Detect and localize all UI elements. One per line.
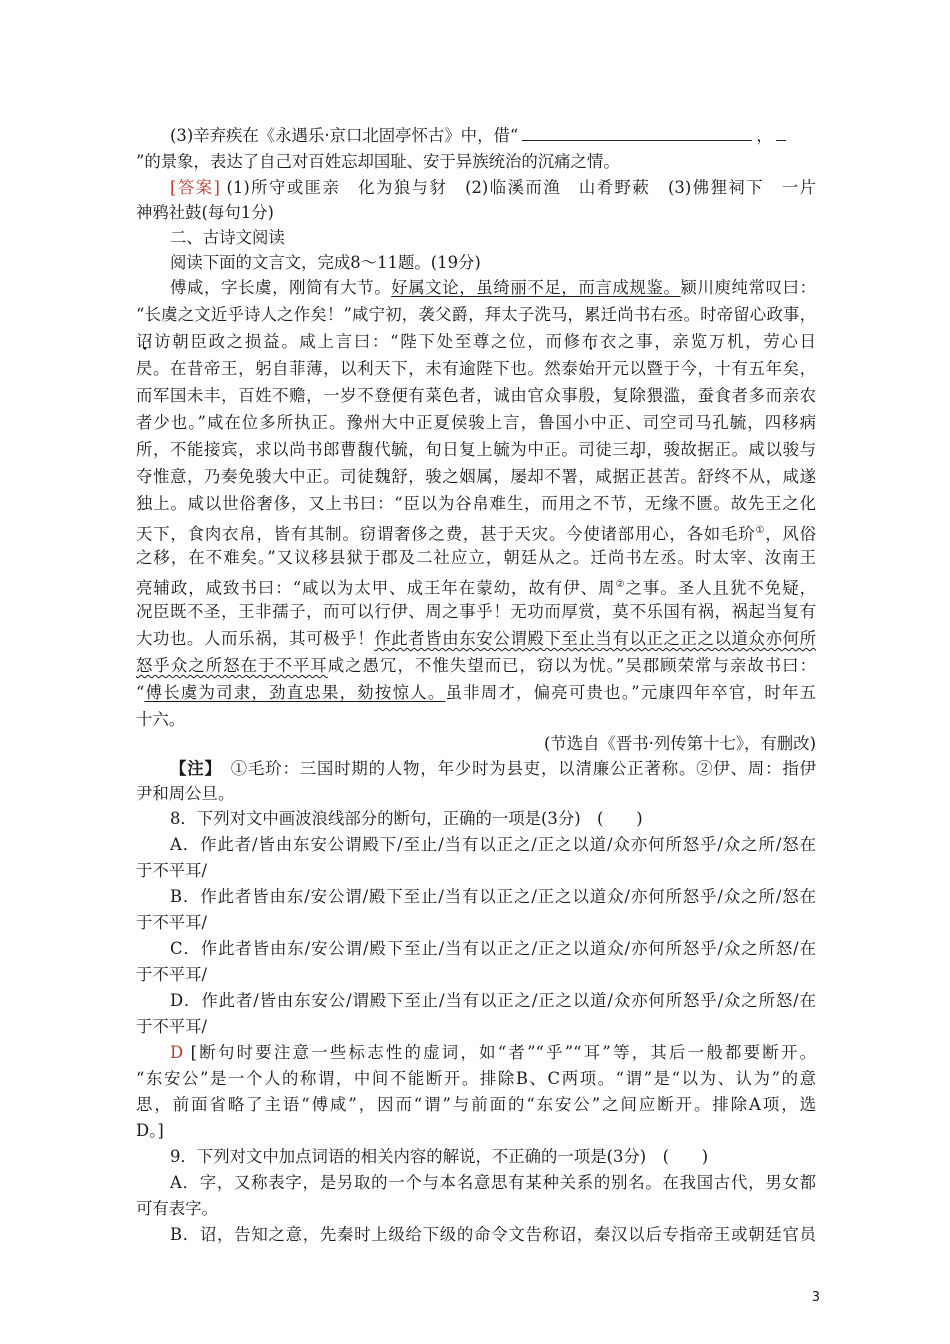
passage-line-8: 夺惟意，乃奏免骏大中正。司徒魏舒，骏之姻属，屡却不署，咸据正甚苦。舒终不从，咸遂 — [136, 467, 816, 486]
passage-text: ，骏故据正。咸以骏与 — [646, 440, 816, 459]
passage-text: 傅咸，字长虞，刚简有大节。 — [170, 278, 392, 297]
passage-text: 衣之事，亲览万机，劳心日 — [599, 332, 816, 351]
q8-stem: 8．下列对文中画波浪线部分的断句，正确的一项是(3分) ( ) — [170, 809, 643, 828]
dotted-word-bu: 布 — [581, 332, 600, 351]
passage-line-2: “长虞之文近乎诗人之作矣！”咸宁初，袭父爵，拜太子洗马，累迁尚书右丞。时帝留心政事， — [136, 305, 816, 324]
passage-text: ，风俗 — [765, 524, 816, 544]
passage-line-15 — [136, 653, 816, 679]
answer-blank-1 — [522, 123, 752, 141]
q8-answer-letter: D — [170, 1043, 184, 1062]
passage-text: 颍川庾纯常叹曰： — [680, 278, 816, 297]
q9-option-a-2: 可有表字。 — [136, 1199, 218, 1218]
q8-option-d-2: 于不平耳/ — [136, 1017, 208, 1036]
q3-text-b: ， — [756, 126, 773, 145]
footnote-ref-1: ① — [755, 525, 766, 536]
q8-explanation-3: 思，前面省略了主语“傅咸”，因而“谓”与前面的“东安公”之间应断开。排除A项，选 — [136, 1095, 816, 1114]
footnote-ref-2: ② — [615, 579, 626, 590]
section-instruction: 阅读下面的文言文，完成8～11题。(19分) — [170, 253, 481, 272]
q3-text-a: (3)辛弃疾在《永遇乐·京口北固亭怀古》中，借“ — [170, 126, 519, 145]
passage-line-5: 而军国未丰，百姓不赡，一岁不登便有菜色者，诚由官众事殷，复除猥滥，蚕食者多而亲农 — [136, 386, 816, 405]
passage-text: 大功也。人而乐祸，其可极乎！ — [136, 629, 375, 648]
passage-text: 所，不能接宾，求以尚书郎曹馥代毓，旬日复上毓为中正。司徒三 — [136, 440, 630, 459]
passage-line-11: 之移，在不难矣。”又议移县狱于郡及二社应立，朝廷从之。迁尚书左丞。时太宰、汝南王 — [136, 548, 816, 567]
passage-line-3 — [136, 329, 816, 355]
passage-line-16 — [136, 680, 816, 706]
q9-stem: 9．下列对文中加点词语的相关内容的解说，不正确的一项是(3分) ( ) — [170, 1147, 709, 1166]
note-tag: 【注】 — [170, 759, 214, 778]
wavy-underlined-passage-1: 作此者皆由东安公谓殿下至止当有以正之正之以道众亦何所 — [374, 629, 816, 648]
passage-line-12 — [136, 572, 816, 601]
answer-tag: [答案] — [170, 178, 220, 197]
answer-blank-2 — [776, 123, 786, 141]
answer-text-1: (1)所守或匪亲 化为狼与豺 (2)临溪而渔 山肴野蔌 (3)佛狸祠下 一片 — [226, 178, 816, 197]
q8-explanation-4: D。] — [136, 1121, 164, 1140]
q8-option-c-1: C．作此者皆由东/安公谓/殿下至止/当有以正之/正之以道众/亦何所怒乎/众之所怒/在 — [170, 939, 816, 958]
answer-line-1 — [170, 175, 816, 201]
q8-explanation-2: “东安公”是一个人的称谓，中间不能断开。排除B、C两项。“谓”是“以为、认为”的意 — [136, 1069, 816, 1088]
passage-source: (节选自《晋书·列传第十七》，有删改) — [543, 734, 816, 753]
passage-line-17: 十六。 — [136, 710, 186, 729]
note-text: ①毛玠：三国时期的人物，年少时为县吏，以清廉公正著称。②伊、周：指伊 — [230, 759, 816, 778]
passage-line-6: 者少也。”咸在位多所执正。豫州大中正夏侯骏上言，鲁国小中正、司空司马孔毓，四移病 — [136, 413, 816, 432]
passage-text: “ — [136, 683, 145, 702]
q8-option-d-1: D．作此者/皆由东安公/谓殿下至止/当有以正之/正之以道/众亦何所怒乎/众之所怒/在 — [170, 991, 816, 1010]
q8-option-c-2: 于不平耳/ — [136, 965, 208, 984]
passage-text: 亮辅政，咸致书曰：“咸以为太甲、成王年在蒙幼，故有伊、周 — [136, 578, 616, 598]
passage-text: 虽非周才，偏亮可贵也。”元康四年卒官，时年五 — [445, 683, 816, 702]
q8-explanation-1 — [170, 1040, 816, 1066]
q8-option-a-1: A．作此者/皆由东安公谓殿下/至止/当有以正之/正之以道/众亦何所怒乎/众之所/怒在 — [170, 835, 816, 854]
passage-line-9: 独上。咸以世俗奢侈，又上书曰：“臣以为谷帛难生，而用之不节，无缘不匮。故先王之化 — [136, 494, 816, 513]
answer-line-2: 神鸦社鼓(每句1分) — [136, 203, 274, 222]
passage-text: 之事。圣人且犹不免疑， — [625, 578, 816, 598]
underlined-sentence-1: 好属文论，虽绮丽不足，而言成规鉴。 — [391, 278, 681, 297]
wavy-underlined-passage-2: 怒乎众之所怒在于不平耳 — [136, 656, 328, 675]
passage-line-7 — [136, 437, 816, 463]
passage-line-13: 况臣既不圣，王非孺子，而可以行伊、周之事乎！无功而厚赏，莫不乐国有祸，祸起当复有 — [136, 602, 816, 621]
passage-line-14 — [136, 626, 816, 652]
q8-option-b-1: B．作此者皆由东/安公谓/殿下至止/当有以正之/正之以道众/亦何所怒乎/众之所/怒在 — [170, 887, 816, 906]
dotted-word-que: 却 — [629, 440, 647, 459]
section-title: 二、古诗文阅读 — [170, 228, 285, 247]
passage-text: 天下，食肉衣帛，皆有其制。窃谓奢侈之费，甚于天灾。今使诸部用心，各如毛玠 — [136, 524, 756, 544]
q9-option-b-1: B．诏，告知之意，先秦时上级给下级的命令文告称诏，秦汉以后专指帝王或朝廷官员 — [170, 1225, 816, 1244]
passage-text: 咸之愚冗，不惟失望而已，窃以为忧。”吴郡顾荣常与亲故书曰： — [327, 656, 816, 675]
q3-line-2: ”的景象，表达了自己对百姓忘却国耻、安于异族统治的沉痛之情。 — [136, 152, 620, 171]
q9-option-a-1: A．字，又称表字，是另取的一个与本名意思有某种关系的别名。在我国古代，男女都 — [170, 1173, 816, 1192]
note-line-1 — [170, 756, 816, 782]
passage-text: 访朝臣政之损益。咸上言曰：“陛下处至尊之位，而修 — [154, 332, 582, 351]
q8-option-a-2: 于不平耳/ — [136, 861, 208, 880]
underlined-sentence-2: 傅长虞为司隶，劲直忠果，劾按惊人。 — [144, 683, 446, 702]
passage-line-10 — [136, 518, 816, 547]
q3-line-1 — [170, 123, 816, 149]
q8-option-b-2: 于不平耳/ — [136, 913, 208, 932]
page-number: 3 — [811, 1290, 820, 1305]
q8-explanation-text: [断句时要注意一些标志性的虚词，如“者”“乎”“耳”等，其后一般都要断开。 — [190, 1043, 816, 1062]
passage-line-1 — [170, 275, 816, 301]
dotted-word-zhao: 诏 — [136, 332, 155, 351]
passage-line-4: 昃。在昔帝王，躬自菲薄，以利天下，未有逾陛下也。然泰始开元以暨于今，十有五年矣， — [136, 359, 816, 378]
note-line-2: 尹和周公旦。 — [136, 784, 235, 803]
